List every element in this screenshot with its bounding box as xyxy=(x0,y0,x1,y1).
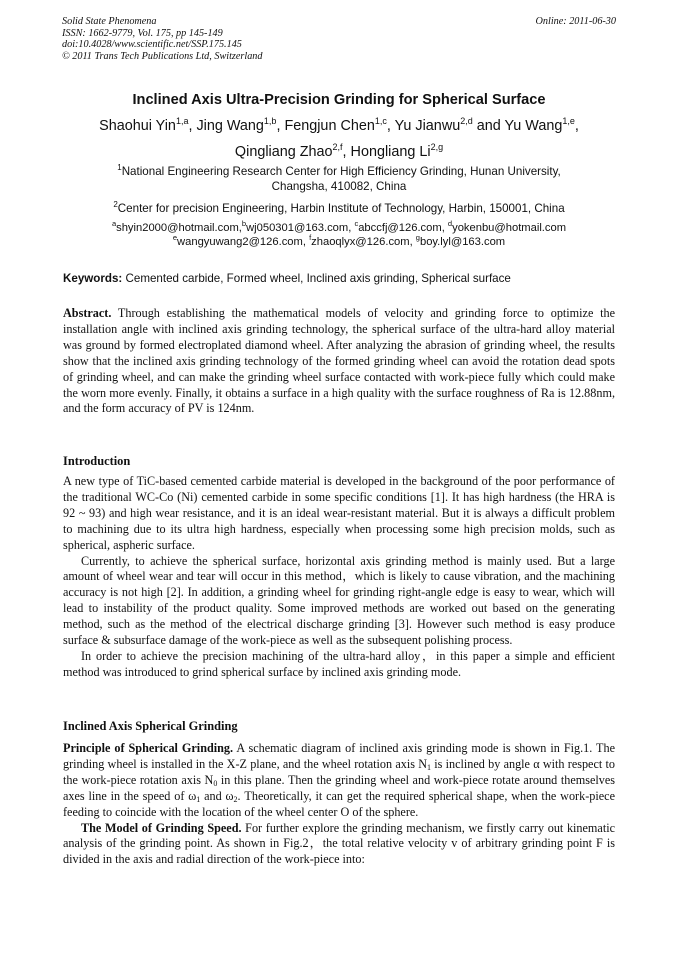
author-sep: , xyxy=(342,144,351,160)
paragraph: Currently, to achieve the spherical surface, horizontal axis grinding method is mainly used. But a large amount of wheel wear and tear will occur in this method，which is likely to cause vibration, and the machining accuracy is not high [2]. In addition, a grinding wheel for grinding right-angle edge is easy to wear, which will lead to instability of the product quality. Some improved methods are worked out based on the generating method, such as the method of the electrical discharge grinding [3]. However such method is easy produce surface & subsurface damage of the work-piece as well as the subsequent polishing process. xyxy=(63,553,615,648)
email-sup: d xyxy=(447,219,453,228)
inclined-axis-body xyxy=(63,741,615,868)
doi-line: doi:10.4028/www.scientific.net/SSP.175.145 xyxy=(62,39,242,51)
copyright-line: © 2011 Trans Tech Publications Ltd, Switzerland xyxy=(62,50,263,62)
email-sup: b xyxy=(241,219,247,228)
paragraph-model xyxy=(63,821,615,869)
email-link[interactable]: yokenbu@hotmail.com xyxy=(452,222,567,234)
author-sep: , xyxy=(574,118,579,134)
author-name: Qingliang Zhao xyxy=(234,144,333,160)
text-run: For further explore the grinding mechanism, we firstly carry out kinematic analysis of the grinding point. As shown in Fig.2，the total relative velocity v of arbitrary grinding point F is divided in the axis and radial direction of the work-piece into: xyxy=(63,820,616,867)
affiliation-2 xyxy=(60,202,618,217)
email-link[interactable]: boy.lyl@163.com xyxy=(419,236,506,248)
author-sup: 1,b xyxy=(263,116,277,126)
email-link[interactable]: wangyuwang2@126.com, xyxy=(177,236,310,248)
author-sup: 1,a xyxy=(175,116,189,126)
abstract-label: Abstract. xyxy=(63,306,112,320)
email-link[interactable]: abccfj@126.com, xyxy=(358,222,448,234)
author-sep: , xyxy=(188,118,197,134)
author-name: Jing Wang xyxy=(196,118,264,134)
text-run: in this plane. Then the grinding wheel and work-piece rotate around themselves axes line in the speed of ω xyxy=(63,772,615,803)
author-sup: 1,e xyxy=(562,116,575,126)
subsection-label: Principle of Spherical Grinding. xyxy=(63,741,234,755)
affiliation-text-2: Changsha, 410082, China xyxy=(271,179,407,193)
email-sup: a xyxy=(111,219,117,228)
text-run: is inclined by angle α with respect to the work-piece rotation axis N xyxy=(63,756,615,787)
affiliation-text: National Engineering Research Center for High Efficiency Grinding, Hunan University, xyxy=(121,165,561,178)
journal-name: Solid State Phenomena xyxy=(62,16,157,27)
keywords-text: Cemented carbide, Formed wheel, Inclined axis grinding, Spherical surface xyxy=(122,272,511,285)
author-name: Fengjun Chen xyxy=(284,118,375,134)
subscript: 0 xyxy=(213,778,218,788)
author-sup: 2,f xyxy=(332,142,343,152)
text-run: A schematic diagram of inclined axis grinding mode is shown in Fig.1. The grinding wheel is installed in the X-Z plane, and the wheel rotation axis N xyxy=(63,741,615,771)
author-name: Yu Jianwu xyxy=(394,118,461,134)
introduction-body xyxy=(63,474,615,681)
author-name: Shaohui Yin xyxy=(99,118,176,134)
affiliation-1 xyxy=(60,165,618,194)
email-link[interactable]: shyin2000@hotmail.com, xyxy=(116,222,242,234)
section-heading-inclined-axis: Inclined Axis Spherical Grinding xyxy=(63,719,238,733)
online-date: Online: 2011-06-30 xyxy=(535,16,616,27)
paragraph: In order to achieve the precision machining of the ultra-hard alloy，in this paper a simple and efficient method was introduced to grind spherical surface by inclined axis grinding mode. xyxy=(63,648,615,679)
section-heading-introduction: Introduction xyxy=(63,454,131,468)
email-link[interactable]: wj050301@163.com, xyxy=(246,222,355,234)
subsection-label: The Model of Grinding Speed. xyxy=(81,820,242,835)
author-sup: 2,d xyxy=(460,116,473,126)
paragraph: A new type of TiC-based cemented carbide material is developed in the background of the poor performance of the traditional WC-Co (Ni) cemented carbide in some specific conditions [1]. It has high hardness (the HRA is 92 ~ 93) and high wear resistance, and it is an ideal wear-resistant material. But it is always a difficult problem to machining due to its ultra high hardness, especially when processing some high precision molds, such as spherical, aspheric surface. xyxy=(63,474,615,552)
author-sup: 1,c xyxy=(374,116,387,126)
paragraph-principle xyxy=(63,741,615,821)
author-list xyxy=(40,113,638,165)
affiliation-sup: 1 xyxy=(117,163,122,172)
journal-header xyxy=(62,16,262,62)
text-run: . Theoretically, it can get the required spherical shape, when the work-piece feeding to coincide with the location of the wheel center O of the sphere. xyxy=(63,788,615,819)
author-sep: , xyxy=(276,118,285,134)
affiliation-sup: 2 xyxy=(113,200,118,209)
email-sup: c xyxy=(354,219,359,228)
email-sup: g xyxy=(415,233,420,242)
subscript: 1 xyxy=(427,762,432,772)
author-sep: , xyxy=(386,118,395,134)
paper-title: Inclined Axis Ultra-Precision Grinding for Spherical Surface xyxy=(132,92,546,108)
abstract-text: Through establishing the mathematical models of velocity and grinding force to optimize the installation angle with inclined axis grinding technology, the spherical surface of the ultra-hard alloy material was ground by formed electroplated diamond wheel. After analyzing the abrasion of grinding wheel, the results show that the inclined axis grinding technology of the formed grinding wheel can avoid the rotation dead spots of grinding wheel, and can make the grinding wheel surface contacted with work-piece fully which could make the worn more evenly. Finally, it obtains a surface in a high quality with the surface roughness of Ra is 12.88nm, and the form accuracy of PV is 124nm. xyxy=(63,306,615,416)
author-sup: 2,g xyxy=(430,142,444,152)
email-list xyxy=(60,221,618,249)
author-name: Yu Wang xyxy=(504,118,563,134)
author-name: Hongliang Li xyxy=(350,144,431,160)
subscript: 1 xyxy=(196,794,201,804)
email-sup: f xyxy=(309,233,312,242)
email-link[interactable]: zhaoqlyx@126.com, xyxy=(311,236,416,248)
keywords xyxy=(63,272,615,286)
affiliation-text: Center for precision Engineering, Harbin Institute of Technology, Harbin, 150001, China xyxy=(117,202,565,215)
subscript: 2 xyxy=(233,794,238,804)
issn-line: ISSN: 1662-9779, Vol. 175, pp 145-149 xyxy=(62,27,223,39)
email-sup: e xyxy=(172,233,178,242)
text-run: and ω xyxy=(200,788,234,803)
abstract xyxy=(63,306,615,417)
keywords-label: Keywords: xyxy=(63,272,123,285)
author-sep: and xyxy=(472,118,505,134)
